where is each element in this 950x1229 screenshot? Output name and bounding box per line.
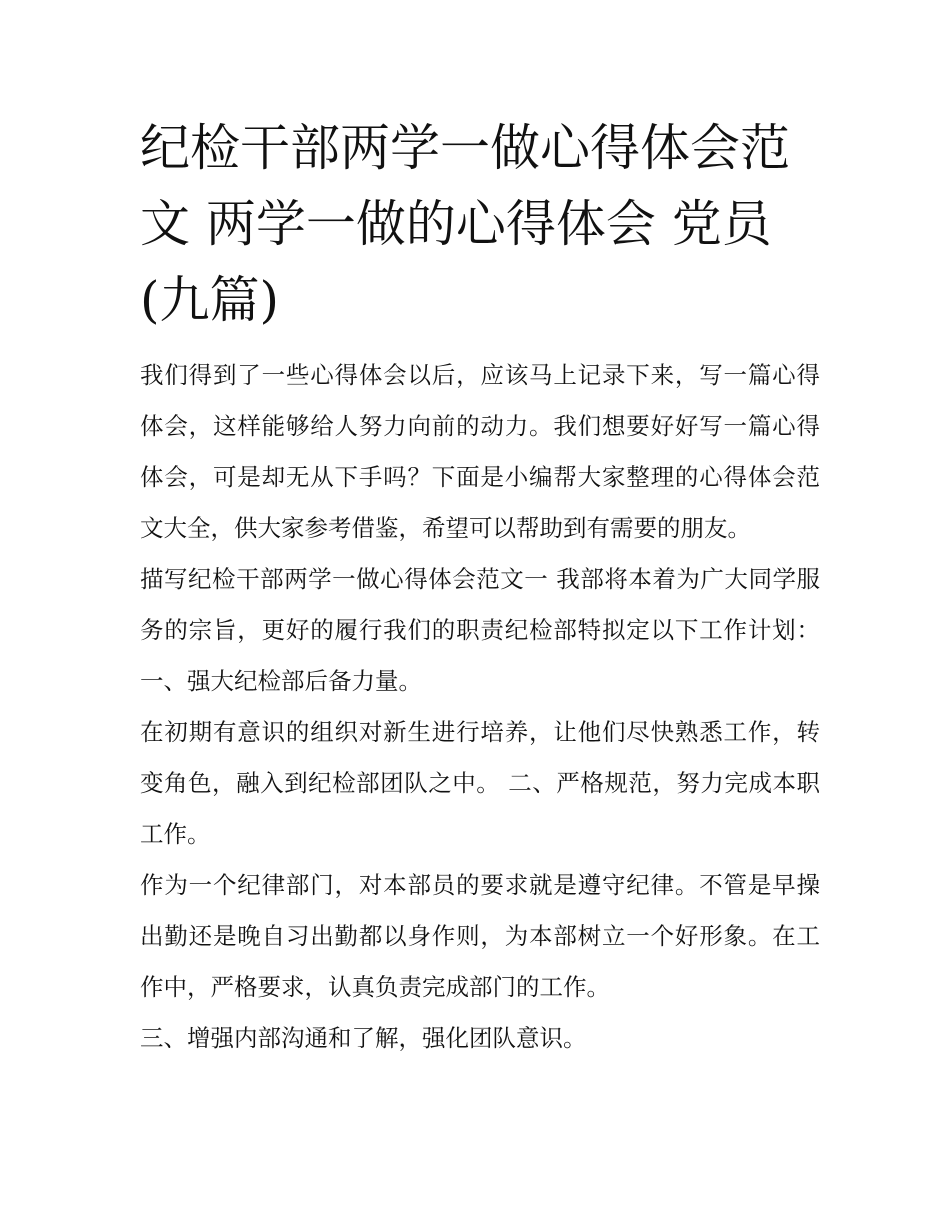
paragraph-plan-1: 描写纪检干部两学一做心得体会范文一 我部将本着为广大同学服务的宗旨，更好的履行我们的职责纪检部特拟定以下工作计划： 一、强大纪检部后备力量。: [140, 565, 820, 695]
paragraph-discipline: 作为一个纪律部门，对本部员的要求就是遵守纪律。不管是早操出勤还是晚自习出勤都以身作则，为本部树立一个好形象。在工作中，严格要求，认真负责完成部门的工作。: [140, 871, 820, 1001]
paragraph-section-3: 三、增强内部沟通和了解，强化团队意识。: [140, 1024, 587, 1052]
paragraph-plan-2: 在初期有意识的组织对新生进行培养，让他们尽快熟悉工作，转变角色，融入到纪检部团队之中。 二、严格规范，努力完成本职工作。: [140, 718, 820, 848]
document-page: [140, 110, 820, 1064]
document-title: 纪检干部两学一做心得体会范文 两学一做的心得体会 党员(九篇): [140, 119, 790, 329]
paragraph-intro: 我们得到了一些心得体会以后，应该马上记录下来，写一篇心得体会，这样能够给人努力向前的动力。我们想要好好写一篇心得体会，可是却无从下手吗？下面是小编帮大家整理的心得体会范文大全，供大家参考借鉴，希望可以帮助到有需要的朋友。: [140, 361, 820, 542]
